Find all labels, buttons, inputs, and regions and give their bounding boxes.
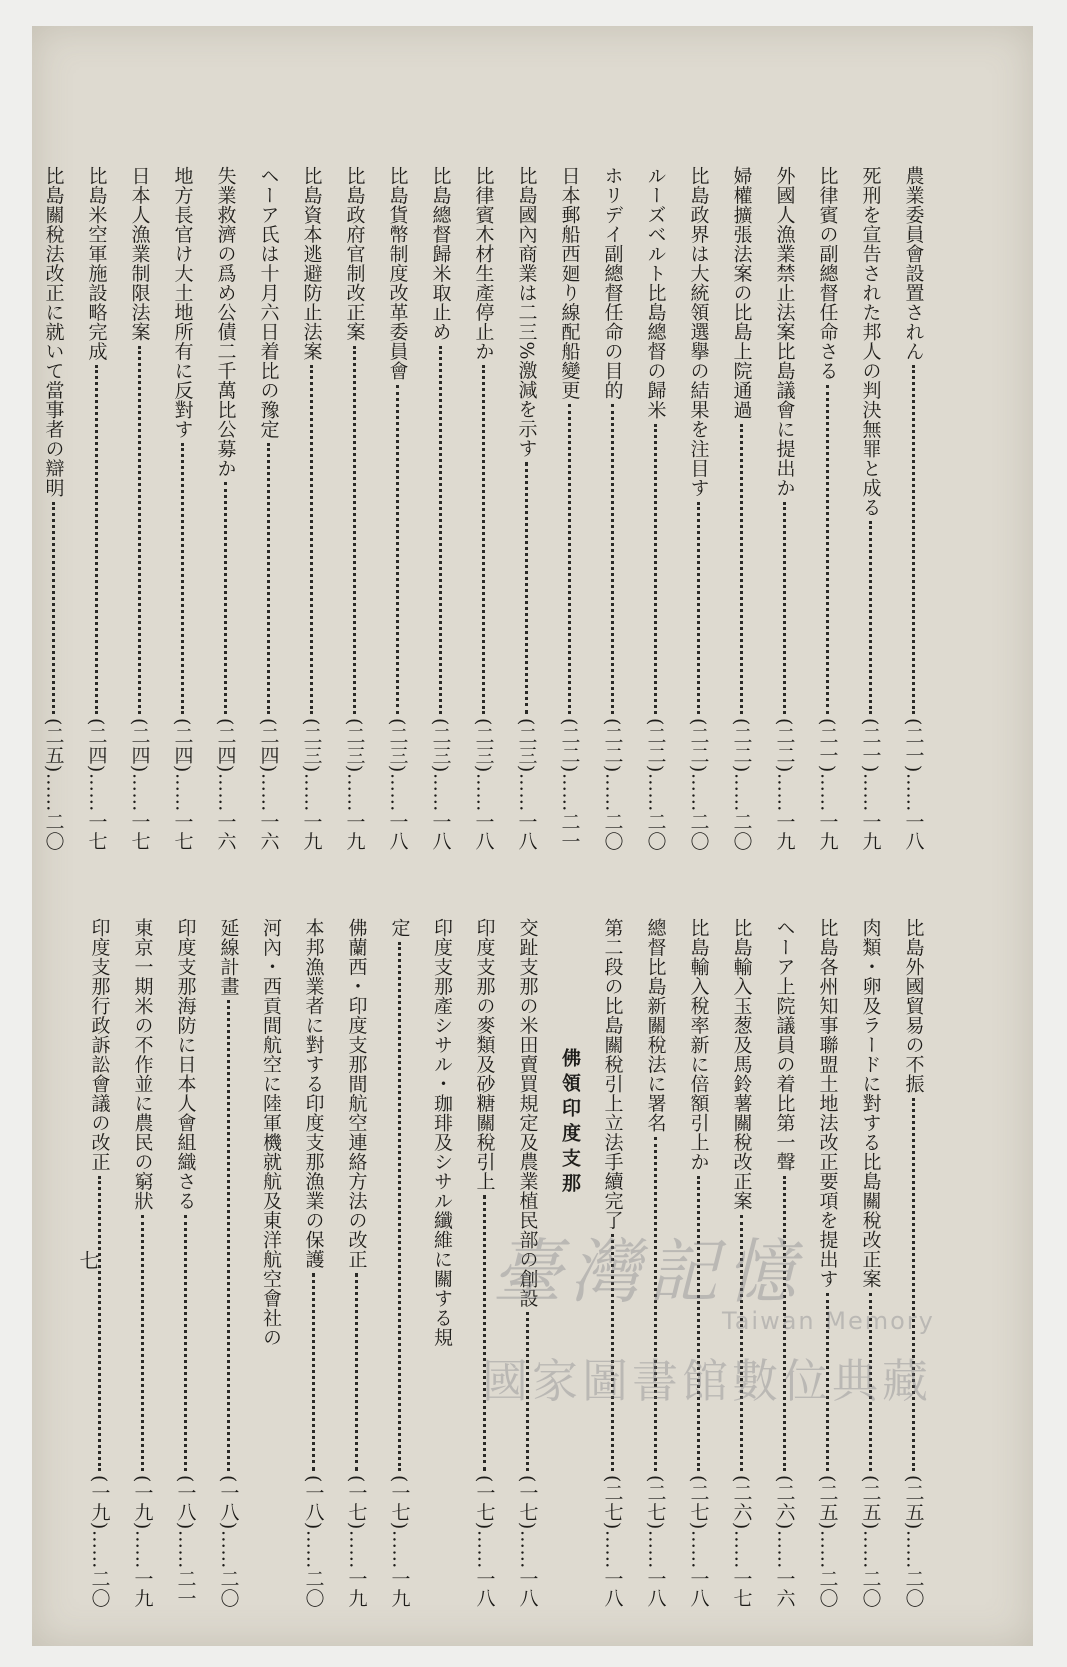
entry-page-ref: (二六)……一六 <box>773 1475 796 1608</box>
dot-leader <box>740 424 743 715</box>
entry-title: ルーズベルト比島總督の歸米 <box>644 166 667 420</box>
toc-entry <box>118 166 161 851</box>
entry-page-ref: (二三)……一八 <box>515 718 538 851</box>
dot-leader <box>826 385 829 715</box>
entry-page-ref: (二一)……一九 <box>859 718 882 851</box>
entry-page-ref: (一九)……一九 <box>131 1475 154 1608</box>
dot-leader <box>267 443 270 714</box>
entry-title: 婦權擴張法案の比島上院通過 <box>730 166 753 420</box>
dot-leader <box>611 404 614 714</box>
toc-entry <box>335 918 378 1608</box>
toc-entry <box>806 166 849 851</box>
toc-entry <box>376 166 419 851</box>
dot-leader <box>227 1000 230 1471</box>
entry-page-ref: (二四)……一六 <box>257 718 280 851</box>
entry-title: 定 <box>388 918 411 938</box>
entry-page-ref: (二一)……一八 <box>902 718 925 851</box>
entry-title: ホリデイ副總督任命の目的 <box>601 166 624 400</box>
watermark-english: Taiwan Memory <box>722 1307 935 1335</box>
entry-page-ref: (二三)……一八 <box>472 718 495 851</box>
dot-leader <box>697 502 700 715</box>
toc-entry <box>207 918 250 1608</box>
toc-entry <box>419 166 462 851</box>
entry-page-ref: (二二)……一九 <box>773 718 796 851</box>
entry-page-ref: (二二)……二〇 <box>730 718 753 851</box>
toc-entry <box>290 166 333 851</box>
entry-page-ref: (一九)……二〇 <box>88 1475 111 1608</box>
entry-title: 死刑を宣告された邦人の判決無罪と成る <box>859 166 882 517</box>
dot-leader <box>783 502 786 715</box>
toc-entry <box>462 166 505 851</box>
entry-title: 比島政府官制改正案 <box>343 166 366 342</box>
toc-entry <box>720 166 763 851</box>
entry-title: 比島關稅法改正に就いて當事者の辯明 <box>42 166 65 498</box>
entry-title: 比島各州知事聯盟土地法改正要項を提出す <box>816 918 839 1289</box>
toc-entry <box>161 166 204 851</box>
entry-page-ref: (二二)……二一 <box>558 718 581 851</box>
entry-title: 印度支那の麥類及砂糖關稅引上 <box>473 918 496 1191</box>
entry-page-ref: (一八)……二〇 <box>302 1475 325 1608</box>
dot-leader <box>439 346 442 715</box>
entry-page-ref: (二六)……一七 <box>730 1475 753 1608</box>
toc-entry <box>247 166 290 851</box>
watermark-subtitle: 國家圖書館數位典藏 <box>482 1354 932 1408</box>
entry-title: 比島外國貿易の不振 <box>902 918 925 1094</box>
dot-leader <box>52 502 55 715</box>
entry-title: 印度支那行政訴訟會議の改正 <box>88 918 111 1172</box>
entry-title: 總督比島新關稅法に署名 <box>644 918 667 1133</box>
entry-page-ref: (一八)……二一 <box>174 1475 197 1608</box>
library-watermark <box>482 1216 935 1411</box>
entry-page-ref: (二四)……一七 <box>128 718 151 851</box>
entry-title: 第二段の比島關稅引上立法手續完了 <box>601 918 624 1230</box>
dot-leader <box>141 1215 144 1472</box>
entry-title: 本邦漁業者に對する印度支那漁業の保護 <box>302 918 325 1269</box>
entry-page-ref: (二二)……二〇 <box>687 718 710 851</box>
toc-entry <box>32 166 75 851</box>
dot-leader <box>869 521 872 714</box>
entry-title: 比島政界は大統領選擧の結果を注目す <box>687 166 710 498</box>
entry-title: 比島總督歸米取止め <box>429 166 452 342</box>
dot-leader <box>224 482 227 714</box>
toc-entry <box>548 166 591 851</box>
toc-entry <box>591 166 634 851</box>
toc-entry <box>763 166 806 851</box>
entry-page-ref: (二三)……一九 <box>300 718 323 851</box>
entry-page-ref: (二三)……一八 <box>429 718 452 851</box>
entry-page-ref: (一七)……一九 <box>345 1475 368 1608</box>
dot-leader <box>483 1195 486 1471</box>
entry-title: 比島國內商業は二三%激減を示す <box>515 166 538 458</box>
dot-leader <box>398 942 401 1472</box>
entry-page-ref: (二三)……一九 <box>343 718 366 851</box>
toc-entry <box>164 918 207 1608</box>
entry-title: 交趾支那の米田賣買規定及農業植民部の創設 <box>516 918 539 1308</box>
toc-entry <box>892 166 935 851</box>
dot-leader <box>184 1215 187 1472</box>
entry-title: 比律賓の副總督任命さる <box>816 166 839 381</box>
dot-leader <box>353 346 356 715</box>
entry-page-ref: (一七)……一八 <box>473 1475 496 1608</box>
toc-entry <box>121 918 164 1608</box>
dot-leader <box>355 1273 358 1471</box>
dot-leader <box>312 1273 315 1471</box>
toc-entry <box>505 166 548 851</box>
dot-leader <box>525 462 528 715</box>
toc-entry <box>75 166 118 851</box>
entry-page-ref: (二四)……一七 <box>85 718 108 851</box>
page-number: 七 <box>76 1250 100 1270</box>
entry-page-ref: (一七)……一八 <box>516 1475 539 1608</box>
entry-title: 日本郵船西廻り線配船變更 <box>558 166 581 400</box>
toc-entry <box>421 918 463 1608</box>
entry-title: 比島輸入玉葱及馬鈴薯關稅改正案 <box>730 918 753 1211</box>
entry-page-ref: (二五)……二〇 <box>859 1475 882 1608</box>
entry-page-ref: (二七)……一八 <box>687 1475 710 1608</box>
entry-title: 印度支那海防に日本人會組織さる <box>174 918 197 1211</box>
entry-page-ref: (二七)……一八 <box>601 1475 624 1608</box>
toc-top-column <box>32 166 935 851</box>
watermark-main: 臺灣記憶 <box>492 1231 804 1313</box>
entry-title: 印度支那產シサル・珈琲及シサル纖維に關する規 <box>431 918 453 1347</box>
entry-title: 比律賓木材生產停止か <box>472 166 495 361</box>
entry-title: 比島米空軍施設略完成 <box>85 166 108 361</box>
toc-entry <box>292 918 335 1608</box>
toc-entry <box>677 166 720 851</box>
toc-entry <box>250 918 292 1608</box>
dot-leader <box>568 404 571 714</box>
dot-leader <box>181 443 184 714</box>
entry-page-ref: (二二)……二〇 <box>644 718 667 851</box>
toc-entry <box>849 166 892 851</box>
toc-entry <box>204 166 247 851</box>
entry-title: 外國人漁業禁止法案比島議會に提出か <box>773 166 796 498</box>
entry-title: 農業委員會設置されん <box>902 166 925 361</box>
entry-page-ref: (二七)……一八 <box>644 1475 667 1608</box>
toc-entry <box>378 918 421 1608</box>
dot-leader <box>138 346 141 715</box>
entry-title: ヘーア上院議員の着比第一聲 <box>773 918 796 1172</box>
document-page <box>32 26 1033 1646</box>
dot-leader <box>482 365 485 714</box>
entry-page-ref: (二四)……一七 <box>171 718 194 851</box>
entry-page-ref: (一七)……一九 <box>388 1475 411 1608</box>
dot-leader <box>396 385 399 715</box>
entry-title: 失業救濟の爲め公債二千萬比公募か <box>214 166 237 478</box>
entry-page-ref: (二一)……一九 <box>816 718 839 851</box>
entry-title: 地方長官け大土地所有に反對す <box>171 166 194 439</box>
dot-leader <box>95 365 98 714</box>
entry-title: 比島輸入稅率新に倍額引上か <box>687 918 710 1172</box>
dot-leader <box>654 424 657 715</box>
entry-page-ref: (二三)……一八 <box>386 718 409 851</box>
entry-title: 日本人漁業制限法案 <box>128 166 151 342</box>
entry-page-ref: (二五)……二〇 <box>816 1475 839 1608</box>
entry-title: 佛蘭西・印度支那間航空連絡方法の改正 <box>345 918 368 1269</box>
toc-entry <box>634 166 677 851</box>
entry-title: 東京一期米の不作並に農民の窮狀 <box>131 918 154 1211</box>
entry-page-ref: (二二)……二〇 <box>601 718 624 851</box>
dot-leader <box>310 365 313 714</box>
entry-page-ref: (二五)……二〇 <box>902 1475 925 1608</box>
entry-title: 肉類・卵及ラードに對する比島關稅改正案 <box>859 918 882 1289</box>
dot-leader <box>912 365 915 714</box>
entry-page-ref: (二四)……一六 <box>214 718 237 851</box>
toc-entry <box>333 166 376 851</box>
entry-title: 比島貨幣制度改革委員會 <box>386 166 409 381</box>
section-heading: 佛領印度支那 <box>559 1048 581 1198</box>
entry-page-ref: (二五)……二〇 <box>42 718 65 851</box>
entry-title: 河內・西貢間航空に陸軍機就航及東洋航空會社の <box>260 918 282 1347</box>
entry-title: 延線計畫 <box>217 918 240 996</box>
entry-title: ヘーア氏は十月六日着比の豫定 <box>257 166 280 439</box>
entry-title: 比島資本逃避防止法案 <box>300 166 323 361</box>
dot-leader <box>98 1176 101 1472</box>
entry-page-ref: (一八)……二〇 <box>217 1475 240 1608</box>
